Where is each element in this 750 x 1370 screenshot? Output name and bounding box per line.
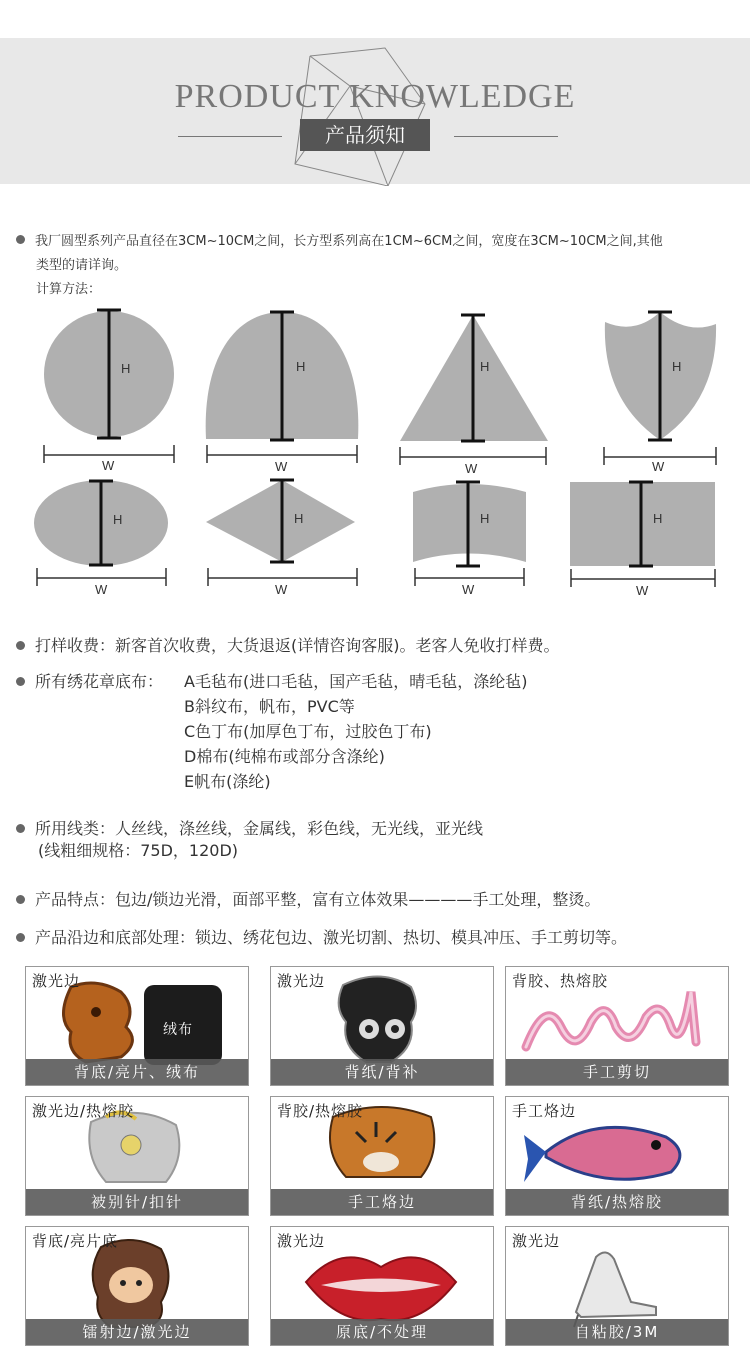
card-tag: 激光边/热熔胶 bbox=[32, 1102, 135, 1120]
measurement-diagram bbox=[0, 300, 750, 605]
fabric-item: A毛毡布(进口毛毡，国产毛毡，晴毛毡，涤纶毡) bbox=[184, 672, 528, 691]
sample-card bbox=[25, 1096, 249, 1216]
features-text: 产品特点：包边/锁边光滑，面部平整，富有立体效果————手工处理，整烫。 bbox=[35, 890, 601, 909]
card-caption: 被别针/扣针 bbox=[26, 1189, 248, 1215]
card-tag: 背胶/热熔胶 bbox=[277, 1102, 364, 1120]
sample-card bbox=[25, 1226, 249, 1346]
card-caption: 手工剪切 bbox=[506, 1059, 728, 1085]
intro-text bbox=[16, 230, 736, 302]
page-title: PRODUCT KNOWLEDGE bbox=[174, 78, 576, 115]
thread-line bbox=[16, 816, 483, 839]
w-label: W bbox=[275, 582, 288, 597]
felt-label: 绒布 bbox=[163, 1022, 193, 1038]
card-caption: 自粘胶/3M bbox=[506, 1319, 728, 1345]
w-label: W bbox=[275, 459, 288, 474]
card-tag: 背胶、热熔胶 bbox=[512, 972, 609, 990]
card-caption: 背纸/热熔胶 bbox=[506, 1189, 728, 1215]
features-line bbox=[16, 887, 600, 910]
fabric-item: E帆布(涤纶) bbox=[184, 772, 271, 791]
h-label: H bbox=[672, 359, 682, 374]
card-caption: 镭射边/激光边 bbox=[26, 1319, 248, 1345]
bullet-icon bbox=[16, 235, 25, 244]
page-subtitle: 产品须知 bbox=[300, 119, 430, 151]
edge-text: 产品沿边和底部处理：锁边、绣花包边、激光切割、热切、模具冲压、手工剪切等。 bbox=[35, 928, 628, 947]
h-label: H bbox=[113, 512, 123, 527]
bullet-icon bbox=[16, 677, 25, 686]
sample-card bbox=[505, 1096, 729, 1216]
sample-card bbox=[270, 1226, 494, 1346]
thread-spec: (线粗细规格：75D，120D) bbox=[38, 841, 239, 860]
h-label: H bbox=[480, 511, 490, 526]
divider-right bbox=[454, 136, 558, 137]
w-label: W bbox=[652, 459, 665, 474]
w-label: W bbox=[102, 458, 115, 473]
edge-line bbox=[16, 925, 627, 948]
h-label: H bbox=[480, 359, 490, 374]
w-label: W bbox=[95, 582, 108, 597]
h-label: H bbox=[296, 359, 306, 374]
card-tag: 激光边 bbox=[277, 972, 326, 990]
w-label: W bbox=[462, 582, 475, 597]
h-label: H bbox=[294, 511, 304, 526]
h-label: H bbox=[653, 511, 663, 526]
bullet-icon bbox=[16, 933, 25, 942]
fabric-item: B斜纹布，帆布，PVC等 bbox=[184, 697, 355, 716]
sample-fee-line bbox=[16, 633, 560, 656]
sample-card bbox=[270, 966, 494, 1086]
sample-card bbox=[25, 966, 249, 1086]
fabric-item: C色丁布(加厚色丁布，过胶色丁布) bbox=[184, 722, 432, 741]
fabric-label-line bbox=[16, 669, 163, 692]
card-caption: 手工烙边 bbox=[271, 1189, 493, 1215]
sample-card bbox=[505, 966, 729, 1086]
card-caption: 背纸/背补 bbox=[271, 1059, 493, 1085]
bullet-icon bbox=[16, 824, 25, 833]
sample-card bbox=[505, 1226, 729, 1346]
card-tag: 激光边 bbox=[512, 1232, 561, 1250]
card-tag: 背底/亮片底 bbox=[32, 1232, 119, 1250]
bullet-icon bbox=[16, 641, 25, 650]
w-label: W bbox=[465, 461, 478, 476]
intro-line-1: 我厂圆型系列产品直径在3CM~10CM之间，长方型系列高在1CM~6CM之间，宽度在3CM~10CM之间,其他 bbox=[35, 234, 663, 249]
fabric-item: D棉布(纯棉布或部分含涤纶) bbox=[184, 747, 385, 766]
thread-text: 所用线类：人丝线，涤丝线，金属线，彩色线，无光线，亚光线 bbox=[35, 819, 484, 838]
h-label: H bbox=[121, 361, 131, 376]
fabric-label: 所有绣花章底布： bbox=[35, 672, 164, 691]
sample-card bbox=[270, 1096, 494, 1216]
card-tag: 手工烙边 bbox=[512, 1102, 577, 1120]
w-label: W bbox=[636, 583, 649, 598]
card-caption: 背底/亮片、绒布 bbox=[26, 1059, 248, 1085]
intro-line-3: 计算方法： bbox=[36, 282, 102, 297]
intro-line-2: 类型的请详询。 bbox=[36, 258, 128, 273]
card-tag: 激光边 bbox=[277, 1232, 326, 1250]
divider-left bbox=[178, 136, 282, 137]
bullet-icon bbox=[16, 895, 25, 904]
card-tag: 激光边 bbox=[32, 972, 81, 990]
polygon-decoration-icon bbox=[290, 46, 440, 186]
card-caption: 原底/不处理 bbox=[271, 1319, 493, 1345]
header-banner bbox=[0, 38, 750, 184]
sample-fee-text: 打样收费：新客首次收费，大货退返(详情咨询客服)。老客人免收打样费。 bbox=[35, 636, 560, 655]
